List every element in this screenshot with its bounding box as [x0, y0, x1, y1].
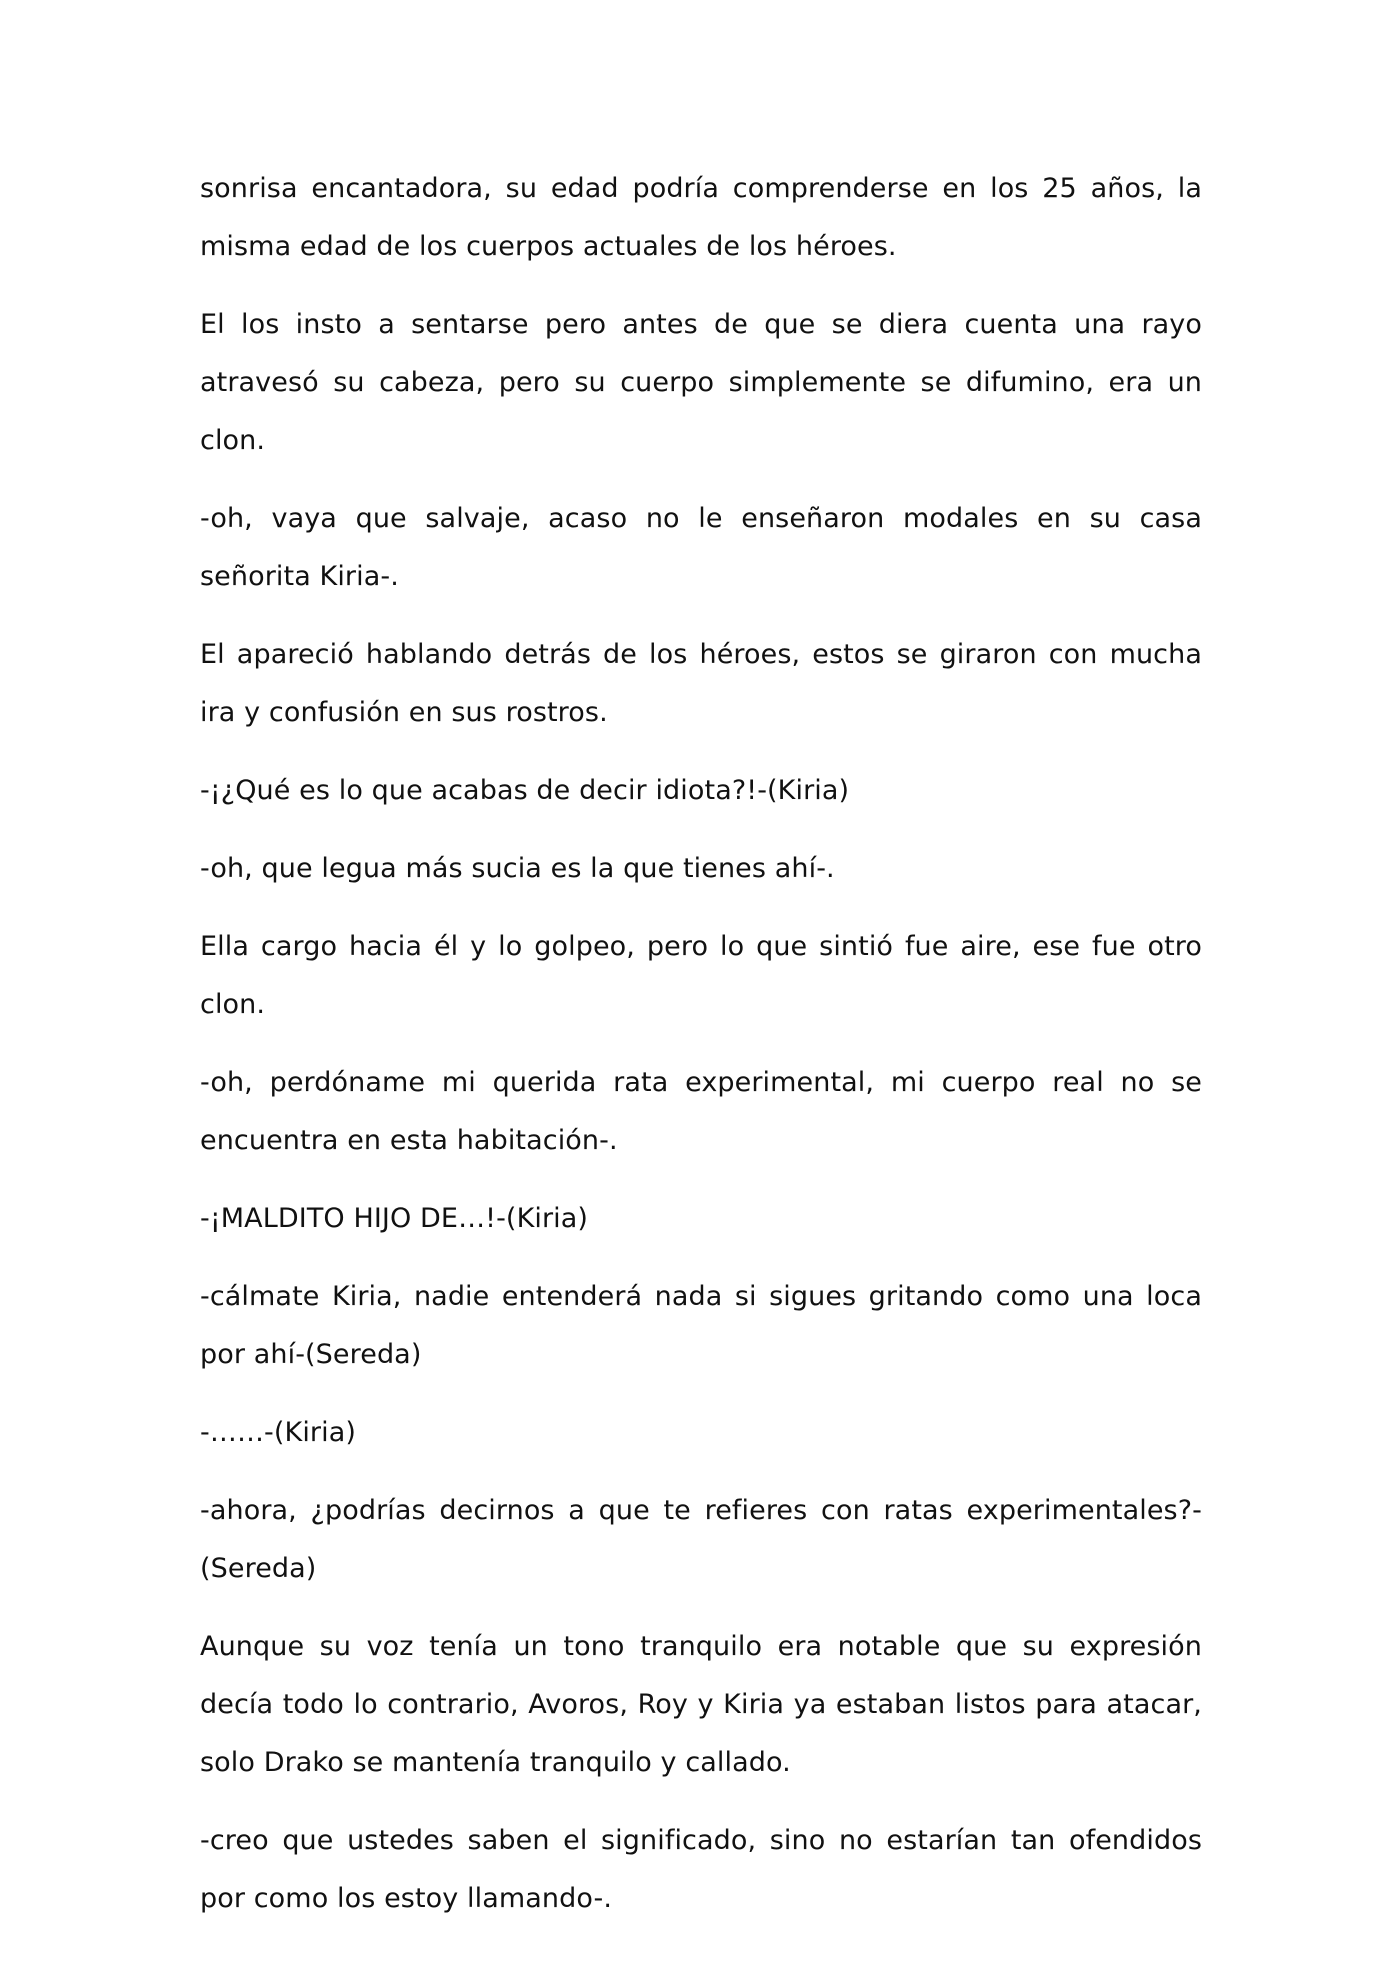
paragraph: sonrisa encantadora, su edad podría comprenderse en los 25 años, la misma edad de los cuerpos actuales de los héroes. — [200, 173, 1202, 262]
paragraph: -cálmate Kiria, nadie entenderá nada si sigues gritando como una loca por ahí-(Sereda) — [200, 1281, 1202, 1370]
paragraph: -creo que ustedes saben el significado, sino no estarían tan ofendidos por como los estoy llamando-. — [200, 1825, 1202, 1914]
paragraph: -oh, que legua más sucia es la que tienes ahí-. — [200, 853, 835, 884]
paragraph: El apareció hablando detrás de los héroes, estos se giraron con mucha ira y confusión en sus rostros. — [200, 639, 1202, 728]
paragraph: -ahora, ¿podrías decirnos a que te refieres con ratas experimentales?-(Sereda) — [200, 1495, 1202, 1584]
paragraph: -¡MALDITO HIJO DE…!-(Kiria) — [200, 1203, 589, 1234]
paragraph: El los insto a sentarse pero antes de que se diera cuenta una rayo atravesó su cabeza, pero su cuerpo simplemente se difumino, era un clon. — [200, 309, 1202, 456]
paragraph: -oh, perdóname mi querida rata experimental, mi cuerpo real no se encuentra en esta habitación-. — [200, 1067, 1202, 1156]
paragraph: Aunque su voz tenía un tono tranquilo era notable que su expresión decía todo lo contrario, Avoros, Roy y Kiria ya estaban listos para atacar, solo Drako se mantenía tranquilo y callado. — [200, 1631, 1202, 1778]
document-body — [200, 160, 1202, 1948]
paragraph: -……-(Kiria) — [200, 1417, 357, 1448]
paragraph: -¡¿Qué es lo que acabas de decir idiota?!-(Kiria) — [200, 775, 850, 806]
paragraph: Ella cargo hacia él y lo golpeo, pero lo que sintió fue aire, ese fue otro clon. — [200, 931, 1202, 1020]
paragraph: -oh, vaya que salvaje, acaso no le enseñaron modales en su casa señorita Kiria-. — [200, 503, 1202, 592]
